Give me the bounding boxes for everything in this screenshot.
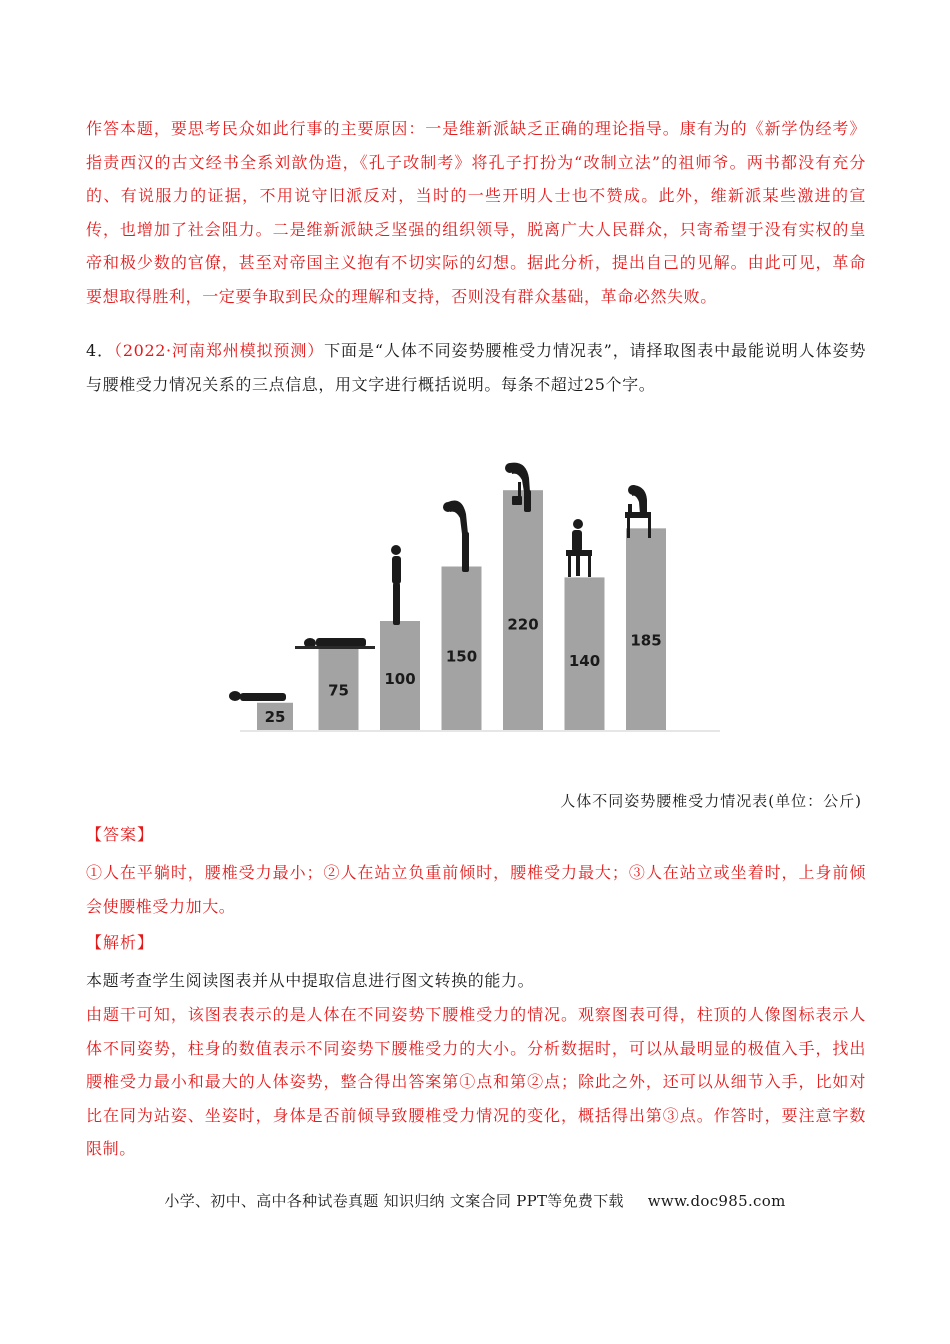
leaning-person-icon <box>443 501 469 573</box>
chart-bar-value-label: 150 <box>445 647 478 666</box>
question-text: 下面是“人体不同姿势腰椎受力情况表”，请择取图表中最能说明人体姿势与腰椎受力情况关系的三点信息，用文字进行概括说明。每条不超过25个字。 <box>86 341 866 394</box>
lumbar-load-chart <box>200 430 740 750</box>
chart-bar-value-label: 140 <box>568 651 601 670</box>
chart-baseline <box>240 730 720 732</box>
explanation-paragraph: 作答本题，要思考民众如此行事的主要原因：一是维新派缺乏正确的理论指导。康有为的《新学伪经考》指责西汉的古文经书全系刘歆伪造，《孔子改制考》将孔子打扮为“改制立法”的祖师爷。两书都没有充分的、有说服力的证据，不用说守旧派反对，当时的一些开明人士也不赞成。此外，维新派某些激进的宣传，也增加了社会阻力。二是维新派缺乏坚强的组织领导，脱离广大人民群众，只寄希望于没有实权的皇帝和极少数的官僚，甚至对帝国主义抱有不切实际的幻想。据此分析，提出自己的见解。由此可见，革命要想取得胜利，一定要争取到民众的理解和支持，否则没有群众基础，革命必然失败。 <box>86 119 866 306</box>
analysis-tag: 【解析】 <box>86 933 155 952</box>
footer-text: 小学、初中、高中各种试卷真题 知识归纳 文案合同 PPT等免费下载 <box>164 1192 624 1210</box>
chart-caption: 人体不同姿势腰椎受力情况表(单位：公斤) <box>560 792 862 810</box>
footer-url: www.doc985.com <box>647 1192 786 1210</box>
answer-text: ①人在平躺时，腰椎受力最小；②人在站立负重前倾时，腰椎受力最大；③人在站立或坐着时，上身前倾会使腰椎受力加大。 <box>86 863 866 916</box>
chart-bar-value-label: 75 <box>328 681 349 700</box>
answer-tag: 【答案】 <box>86 825 155 844</box>
lying-person-icon <box>229 691 286 701</box>
chart-bar <box>503 490 543 730</box>
chart-bar-value-label: 185 <box>630 631 662 650</box>
question-source: （2022·河南郑州模拟预测） <box>114 341 325 360</box>
chart-bar <box>626 528 666 730</box>
chart-bar-value-label: 220 <box>507 615 539 634</box>
chart-bar-value-label: 25 <box>264 707 286 726</box>
chart-svg <box>200 430 740 750</box>
question-4 <box>86 334 866 401</box>
standing-person-icon <box>391 545 401 625</box>
sitting-person-icon <box>566 519 592 577</box>
lying-person-icon <box>295 638 375 649</box>
analysis-intro: 本题考查学生阅读图表并从中提取信息进行图文转换的能力。 <box>86 971 535 990</box>
question-number: 4． <box>86 341 114 360</box>
chart-bar-value-label: 100 <box>384 670 416 689</box>
analysis-text: 由题干可知，该图表表示的是人体在不同姿势下腰椎受力的情况。观察图表可得，柱顶的人像图标表示人体不同姿势，柱身的数值表示不同姿势下腰椎受力的大小。分析数据时，可以从最明显的极值入手，找出腰椎受力最小和最大的人体姿势，整合得出答案第①点和第②点；除此之外，还可以从细节入手，比如对比在同为站姿、坐姿时，身体是否前倾导致腰椎受力情况的变化，概括得出第③点。作答时，要注意字数限制。 <box>86 1005 866 1158</box>
page-footer <box>0 1190 950 1211</box>
